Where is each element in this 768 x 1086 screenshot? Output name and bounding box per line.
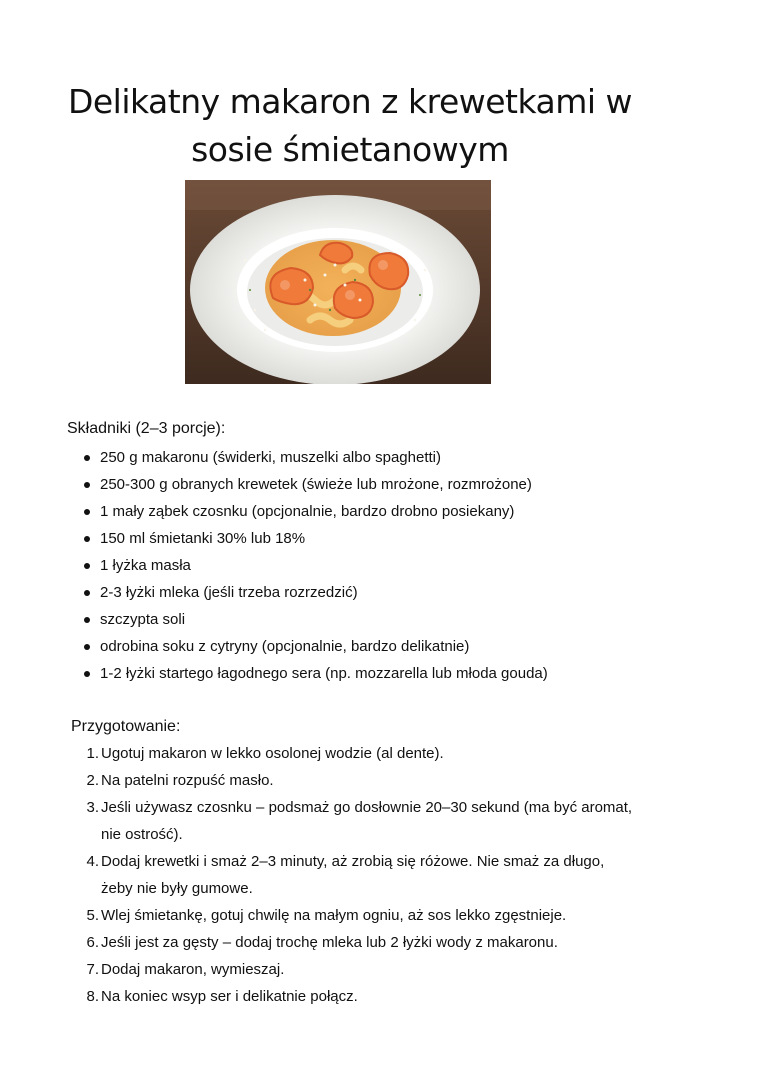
list-item xyxy=(78,579,548,606)
bullet-icon xyxy=(84,644,90,650)
step-number: 4. xyxy=(86,853,99,870)
step-number: 2. xyxy=(86,772,99,789)
bullet-icon xyxy=(84,617,90,623)
bullet-icon xyxy=(84,671,90,677)
step-text: Jeśli jest za gęsty – dodaj trochę mleka lub 2 łyżki wody z makaronu. xyxy=(101,934,558,951)
step-item xyxy=(78,794,638,848)
ingredients-list xyxy=(78,444,548,687)
bullet-icon xyxy=(84,482,90,488)
step-number: 3. xyxy=(86,799,99,816)
step-number: 6. xyxy=(86,934,99,951)
step-number: 1. xyxy=(86,745,99,762)
preparation-steps xyxy=(78,740,638,1010)
step-text: Jeśli używasz czosnku – podsmaż go dosłownie 20–30 sekund (ma być aromat, nie ostrość). xyxy=(101,799,633,843)
step-item xyxy=(78,902,638,929)
list-item xyxy=(78,660,548,687)
step-text: Ugotuj makaron w lekko osolonej wodzie (al dente). xyxy=(101,745,444,762)
dish-photo xyxy=(185,180,491,384)
step-text: Dodaj krewetki i smaż 2–3 minuty, aż zrobią się różowe. Nie smaż za długo, żeby nie były gumowe. xyxy=(101,853,605,897)
ingredient-text: odrobina soku z cytryny (opcjonalnie, bardzo delikatnie) xyxy=(100,638,470,655)
step-number: 8. xyxy=(86,988,99,1005)
step-item xyxy=(78,956,638,983)
step-text: Na patelni rozpuść masło. xyxy=(101,772,274,789)
step-item xyxy=(78,983,638,1010)
step-text: Wlej śmietankę, gotuj chwilę na małym ogniu, aż sos lekko zgęstnieje. xyxy=(101,907,567,924)
step-item xyxy=(78,767,638,794)
page-title: Delikatny makaron z krewetkami w sosie śmietanowym xyxy=(67,82,633,169)
list-item xyxy=(78,552,548,579)
ingredient-text: 2-3 łyżki mleka (jeśli trzeba rozrzedzić) xyxy=(100,584,358,601)
list-item xyxy=(78,471,548,498)
list-item xyxy=(78,498,548,525)
bullet-icon xyxy=(84,455,90,461)
list-item xyxy=(78,633,548,660)
ingredient-text: 1-2 łyżki startego łagodnego sera (np. mozzarella lub młoda gouda) xyxy=(100,665,548,682)
preparation-heading: Przygotowanie: xyxy=(71,718,181,735)
list-item xyxy=(78,444,548,471)
step-item xyxy=(78,848,638,902)
ingredient-text: 250 g makaronu (świderki, muszelki albo spaghetti) xyxy=(100,449,441,466)
ingredient-text: 1 mały ząbek czosnku (opcjonalnie, bardzo drobno posiekany) xyxy=(100,503,515,520)
step-item xyxy=(78,740,638,767)
step-item xyxy=(78,929,638,956)
ingredient-text: 1 łyżka masła xyxy=(100,557,191,574)
list-item xyxy=(78,606,548,633)
step-text: Dodaj makaron, wymieszaj. xyxy=(101,961,285,978)
bullet-icon xyxy=(84,509,90,515)
bullet-icon xyxy=(84,536,90,542)
ingredient-text: 150 ml śmietanki 30% lub 18% xyxy=(100,530,306,547)
ingredient-text: szczypta soli xyxy=(100,611,186,628)
ingredient-text: 250-300 g obranych krewetek (świeże lub mrożone, rozmrożone) xyxy=(100,476,532,493)
step-text: Na koniec wsyp ser i delikatnie połącz. xyxy=(101,988,358,1005)
step-number: 5. xyxy=(86,907,99,924)
list-item xyxy=(78,525,548,552)
step-number: 7. xyxy=(86,961,99,978)
bullet-icon xyxy=(84,563,90,569)
ingredients-heading: Składniki (2–3 porcje): xyxy=(67,420,226,437)
bullet-icon xyxy=(84,590,90,596)
